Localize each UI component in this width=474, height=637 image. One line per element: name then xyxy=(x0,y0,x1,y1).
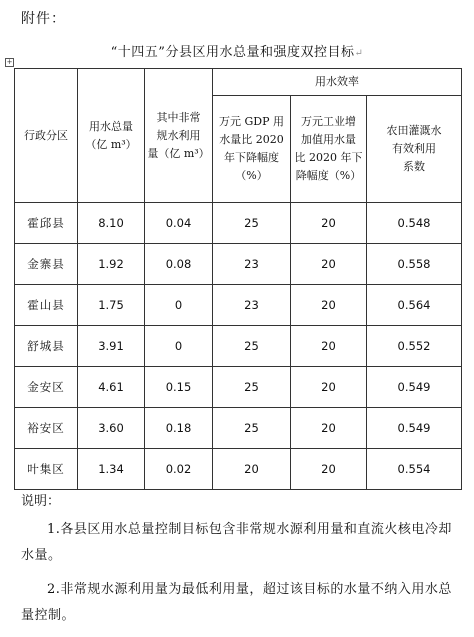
paragraph-mark-icon: ↵ xyxy=(354,48,364,59)
region-cell: 舒城县 xyxy=(15,326,78,367)
region-cell: 叶集区 xyxy=(15,449,78,490)
table-row xyxy=(15,367,462,408)
total-cell: 1.75 xyxy=(78,285,145,326)
nonconv-cell: 0 xyxy=(145,285,213,326)
header-gdp-decline: 万元 GDP 用 水量比 2020 年下降幅度 （%） xyxy=(213,96,291,203)
irrigation-cell: 0.549 xyxy=(367,408,462,449)
header-industry-decline: 万元工业增 加值用水量 比 2020 年下 降幅度（%） xyxy=(291,96,367,203)
document-title xyxy=(0,41,474,60)
notes-heading: 说明： xyxy=(21,494,61,509)
gdp-cell: 23 xyxy=(213,244,291,285)
industry-cell: 20 xyxy=(291,244,367,285)
header-region: 行政分区 xyxy=(15,69,78,203)
gdp-cell: 25 xyxy=(213,203,291,244)
nonconv-cell: 0 xyxy=(145,326,213,367)
table-row xyxy=(15,408,462,449)
region-cell: 裕安区 xyxy=(15,408,78,449)
notes-section xyxy=(21,490,461,637)
header-nonconventional: 其中非常 规水利用 量（亿 m³） xyxy=(145,69,213,203)
table-row xyxy=(15,244,462,285)
industry-cell: 20 xyxy=(291,449,367,490)
nonconv-cell: 0.02 xyxy=(145,449,213,490)
irrigation-cell: 0.552 xyxy=(367,326,462,367)
header-total-water: 用水总量 （亿 m³） xyxy=(78,69,145,203)
gdp-cell: 25 xyxy=(213,367,291,408)
industry-cell: 20 xyxy=(291,203,367,244)
total-cell: 4.61 xyxy=(78,367,145,408)
nonconv-cell: 0.04 xyxy=(145,203,213,244)
region-cell: 金安区 xyxy=(15,367,78,408)
nonconv-cell: 0.18 xyxy=(145,408,213,449)
gdp-cell: 20 xyxy=(213,449,291,490)
region-cell: 金寨县 xyxy=(15,244,78,285)
attachment-label: 附件： xyxy=(21,11,66,27)
region-cell: 霍邱县 xyxy=(15,203,78,244)
gdp-cell: 25 xyxy=(213,326,291,367)
header-row-1 xyxy=(15,69,462,96)
table-row xyxy=(15,285,462,326)
total-cell: 3.91 xyxy=(78,326,145,367)
targets-table xyxy=(14,68,462,490)
nonconv-cell: 0.08 xyxy=(145,244,213,285)
irrigation-cell: 0.554 xyxy=(367,449,462,490)
irrigation-cell: 0.564 xyxy=(367,285,462,326)
total-cell: 1.34 xyxy=(78,449,145,490)
table-row xyxy=(15,203,462,244)
header-irrigation-coefficient: 农田灌溉水 有效利用 系数 xyxy=(367,96,462,203)
gdp-cell: 23 xyxy=(213,285,291,326)
total-cell: 1.92 xyxy=(78,244,145,285)
industry-cell: 20 xyxy=(291,408,367,449)
total-cell: 3.60 xyxy=(78,408,145,449)
industry-cell: 20 xyxy=(291,326,367,367)
note-2: 2.非常规水源利用量为最低利用量，超过该目标的水量不纳入用水总量控制。 xyxy=(21,582,452,623)
gdp-cell: 25 xyxy=(213,408,291,449)
header-efficiency-group: 用水效率 xyxy=(213,69,462,96)
table-move-handle-icon[interactable]: + xyxy=(6,58,13,66)
industry-cell: 20 xyxy=(291,285,367,326)
note-1: 1.各县区用水总量控制目标包含非常规水源利用量和直流火核电冷却水量。 xyxy=(21,522,452,563)
nonconv-cell: 0.15 xyxy=(145,367,213,408)
irrigation-cell: 0.549 xyxy=(367,367,462,408)
table-row xyxy=(15,449,462,490)
region-cell: 霍山县 xyxy=(15,285,78,326)
table-row xyxy=(15,326,462,367)
title-text: “十四五”分县区用水总量和强度双控目标 xyxy=(110,45,355,60)
industry-cell: 20 xyxy=(291,367,367,408)
total-cell: 8.10 xyxy=(78,203,145,244)
irrigation-cell: 0.548 xyxy=(367,203,462,244)
irrigation-cell: 0.558 xyxy=(367,244,462,285)
